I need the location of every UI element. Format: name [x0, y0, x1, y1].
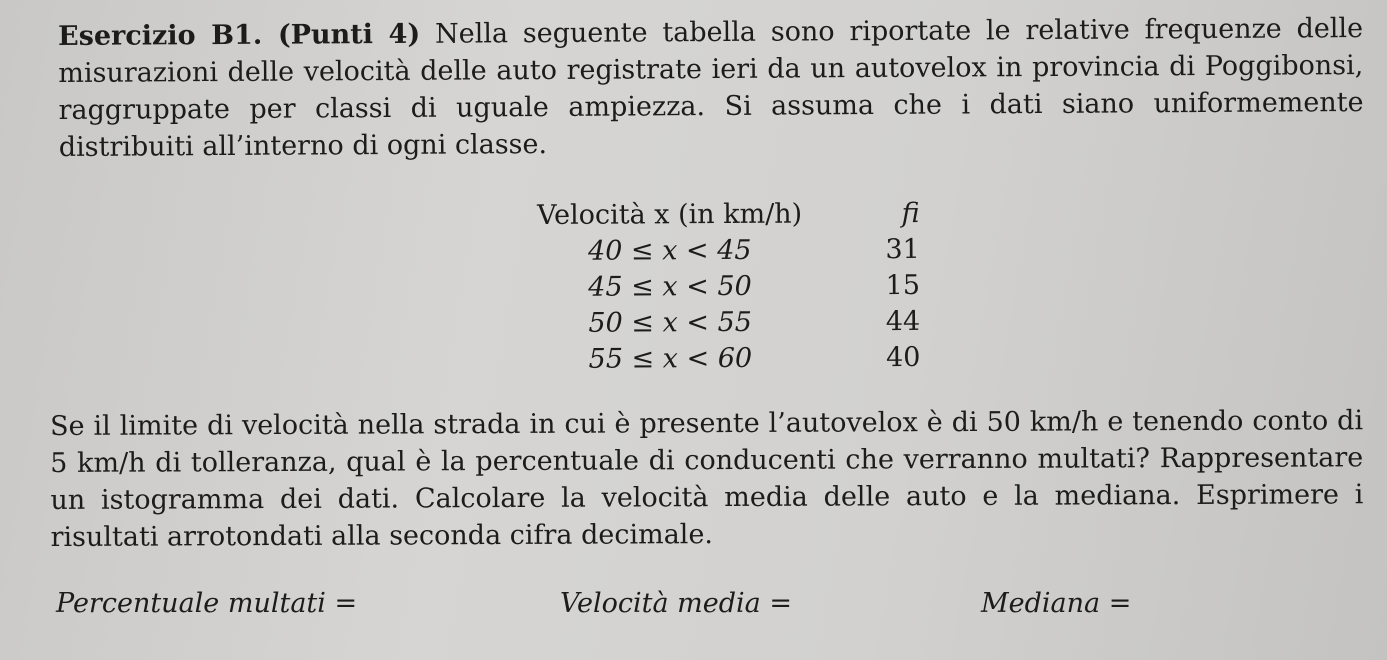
row-class: 45 ≤ x < 50 [588, 270, 752, 303]
row-frequency: 15 [885, 269, 921, 301]
exercise-intro-text: Nella seguente tabella sono riportate le relative frequenze delle misurazioni delle velocità delle auto registrate ieri da un autovelox in provincia di Poggibonsi, raggruppate per classi di uguale ampiezza. Si assuma che i dati siano uniformemente distribuiti all’interno di ogni classe. [58, 13, 1364, 163]
table-row [520, 303, 926, 341]
frequency-table [520, 195, 927, 377]
header-speed-class: Velocità x (in km/h) [536, 198, 803, 231]
answer-percentuale-multati: Percentuale multati = [56, 588, 358, 619]
answer-fields [56, 588, 1156, 624]
question-text: Se il limite di velocità nella strada in cui è presente l’autovelox è di 50 km/h e tenendo conto di 5 km/h di tolleranza, qual è la percentuale di conducenti che verranno multati? Rappresentare un istogramma dei dati. Calcolare la velocità media delle auto e la mediana. Esprimere i risultati arrotondati alla seconda cifra decimale. [50, 405, 1364, 553]
exercise-heading: Esercizio B1. (Punti 4) [58, 18, 421, 52]
row-class: 40 ≤ x < 45 [587, 234, 752, 267]
table-row [520, 267, 926, 305]
table-header-row [520, 195, 926, 233]
row-frequency: 40 [885, 341, 921, 373]
row-frequency: 44 [885, 305, 921, 337]
row-frequency: 31 [885, 233, 920, 265]
table-row [520, 339, 926, 377]
answer-mediana: Mediana = [981, 588, 1132, 619]
answer-velocita-media: Velocità media = [560, 588, 792, 619]
table-row [520, 231, 926, 269]
row-class: 55 ≤ x < 60 [588, 342, 753, 375]
row-class: 50 ≤ x < 55 [588, 306, 753, 339]
header-frequency: fi [901, 197, 920, 229]
exercise-intro [58, 10, 1364, 166]
